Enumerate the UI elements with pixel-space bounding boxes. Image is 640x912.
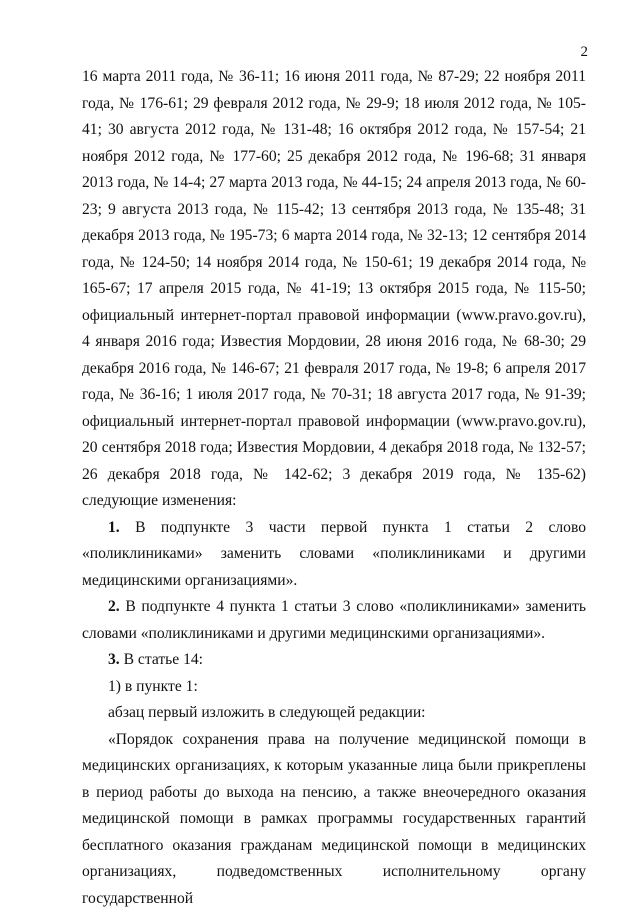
item-3-paragraph: [82, 647, 586, 674]
item-1-number: 1.: [108, 519, 120, 536]
item-2-paragraph: [82, 594, 586, 647]
item-3-number: 3.: [108, 651, 120, 668]
amendment-sources-paragraph: 16 марта 2011 года, № 36-11; 16 июня 2011 года, № 87-29; 22 ноября 2011 года, № 176-61; 29 февраля 2012 года, № 29-9; 18 июля 2012 года, № 105-41; 30 августа 2012 года, № 131-48; 16 октября 2012 года, № 157-54; 21 ноября 2012 года, № 177-60; 25 декабря 2012 года, № 196-68; 31 января 2013 года, № 14-4; 27 марта 2013 года, № 44-15; 24 апреля 2013 года, № 60-23; 9 августа 2013 года, № 115-42; 13 сентября 2013 года, № 135-48; 31 декабря 2013 года, № 195-73; 6 марта 2014 года, № 32-13; 12 сентября 2014 года, № 124-50; 14 ноября 2014 года, № 150-61; 19 декабря 2014 года, № 165-67; 17 апреля 2015 года, № 41-19; 13 октября 2015 года, № 115-50; официальный интернет-портал правовой информации (www.pravo.gov.ru), 4 января 2016 года; Известия Мордовии, 28 июня 2016 года, № 68-30; 29 декабря 2016 года, № 146-67; 21 февраля 2017 года, № 19-8; 6 апреля 2017 года, № 36-16; 1 июля 2017 года, № 70-31; 18 августа 2017 года, № 91-39; официальный интернет-портал правовой информации (www.pravo.gov.ru), 20 сентября 2018 года; Известия Мордовии, 4 декабря 2018 года, № 132-57; 26 декабря 2018 года, № 142-62; 3 декабря 2019 года, № 135-62) следующие изменения:: [82, 64, 586, 515]
document-body: [82, 64, 586, 912]
item-3-text: В статье 14:: [120, 651, 203, 668]
abzac-paragraph: абзац первый изложить в следующей редакции:: [82, 700, 586, 727]
item-1-paragraph: [82, 515, 586, 595]
page-number: 2: [581, 44, 589, 61]
quoted-text-paragraph: «Порядок сохранения права на получение медицинской помощи в медицинских организациях, к которым указанные лица были прикреплены в период работы до выхода на пенсию, а также внеочередного оказания медицинской помощи в рамках программы государственных гарантий бесплатного оказания гражданам медицинской помощи в медицинских организациях, подведомственных исполнительному органу государственной: [82, 727, 586, 912]
item-2-text: В подпункте 4 пункта 1 статьи 3 слово «поликлиниками» заменить словами «поликлиниками и другими медицинскими организациями».: [82, 598, 586, 642]
item-2-number: 2.: [108, 598, 120, 615]
subitem-1-paragraph: 1) в пункте 1:: [82, 674, 586, 701]
item-1-text: В подпункте 3 части первой пункта 1 статьи 2 слово «поликлиниками» заменить словами «поликлиниками и другими медицинскими организациями».: [82, 519, 586, 589]
